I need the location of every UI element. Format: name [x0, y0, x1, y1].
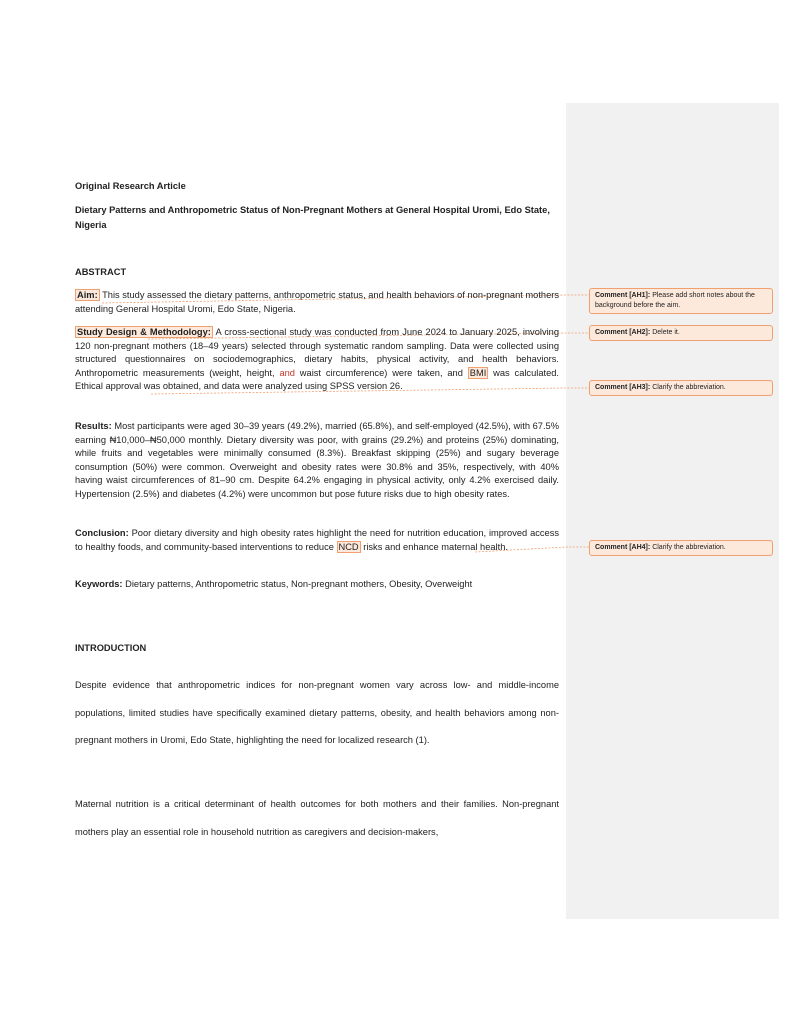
design-paragraph — [75, 326, 559, 394]
article-type: Original Research Article — [75, 181, 186, 191]
keywords-label: Keywords: — [75, 579, 123, 589]
results-text: Most participants were aged 30–39 years (49.2%), married (65.8%), and self-employed (42.5%), with 67.5% earning ₦10,000–₦50,000 monthly. Dietary diversity was poor, with grains (29.2%) and proteins (25%) dominating, while fruits and vegetables were minimally consumed (8.3%). Breakfast skipping (25%) and sugary beverage consumption (50%) were common. Overweight and obesity rates were 30.8% and 35%, respectively, with 40% having waist circumferences of 81–90 cm. Despite 64.2% engaging in physical activity, only 4.2% exercised daily. Hypertension (2.5%) and diabetes (4.2%) were uncommon but pose future risks due to high obesity rates. — [75, 421, 559, 499]
aim-label[interactable]: Aim: — [77, 290, 98, 300]
conclusion-text-2: risks and enhance maternal health. — [360, 541, 508, 552]
comment-text: Clarify the abbreviation. — [652, 544, 726, 551]
comment-id: Comment [AH3]: — [595, 384, 651, 391]
ncd-highlight[interactable]: NCD — [338, 541, 359, 552]
comment-margin-pane — [566, 103, 779, 919]
comment-id: Comment [AH2]: — [595, 329, 651, 336]
aim-paragraph — [75, 289, 559, 316]
conclusion-text-1: Poor dietary diversity and high obesity rates highlight the need for nutrition education, improved access to healthy foods, and community-based interventions to reduce — [75, 528, 560, 552]
intro-paragraph-2: Maternal nutrition is a critical determinant of health outcomes for both mothers and their families. Non-pregnant mothers play an essential role in household nutrition as caregivers and decision-makers, — [75, 799, 559, 837]
comment-text: Clarify the abbreviation. — [652, 384, 726, 391]
keywords-text: Dietary patterns, Anthropometric status, Non-pregnant mothers, Obesity, Overweight — [125, 579, 473, 589]
comment-ah3[interactable] — [589, 380, 773, 396]
design-text-1: A cross-sectional study was conducted from June 2024 to January 2025, involving 120 non-pregnant mothers (18–49 years) selected through systematic random sampling. Data were collected using structured questionnaires on sociodemographics, dietary habits, physical activity, and health behaviors. Anthropometric measurements (weight, height, — [75, 327, 559, 378]
comment-ah1[interactable] — [589, 288, 773, 314]
conclusion-label: Conclusion: — [75, 528, 129, 538]
bmi-highlight[interactable]: BMI — [469, 367, 487, 378]
design-red-word: and — [279, 367, 295, 378]
comment-ah2[interactable] — [589, 325, 773, 341]
comment-text: Delete it. — [652, 329, 680, 336]
intro-paragraph-1: Despite evidence that anthropometric indices for non-pregnant women vary across low- and middle-income populations, limited studies have specifically examined dietary patterns, obesity, and health behaviors among non-pregnant mothers in Uromi, Edo State, highlighting the need for localized research (1). — [75, 680, 559, 745]
comment-id: Comment [AH4]: — [595, 544, 651, 551]
keywords-paragraph — [75, 578, 559, 592]
design-text-3: was calculated. Ethical approval was obtained, and data were analyzed using SPSS version 26. — [75, 367, 559, 391]
comment-id: Comment [AH1]: — [595, 292, 651, 299]
aim-text: This study assessed the dietary patterns, anthropometric status, and health behaviors of non-pregnant mothers attending General Hospital Uromi, Edo State, Nigeria. — [75, 290, 559, 314]
design-label[interactable]: Study Design & Methodology: — [77, 327, 211, 337]
design-text-2: waist circumference) were taken, and — [294, 367, 468, 378]
conclusion-paragraph — [75, 527, 559, 554]
article-title: Dietary Patterns and Anthropometric Status of Non-Pregnant Mothers at General Hospital Uromi, Edo State, Nigeria — [75, 205, 550, 230]
abstract-heading: ABSTRACT — [75, 267, 127, 277]
introduction-heading: INTRODUCTION — [75, 643, 147, 653]
comment-text: Please add short notes about the background before the aim. — [595, 292, 755, 309]
results-paragraph — [75, 420, 559, 501]
comment-ah4[interactable] — [589, 540, 773, 556]
results-label: Results: — [75, 421, 112, 431]
